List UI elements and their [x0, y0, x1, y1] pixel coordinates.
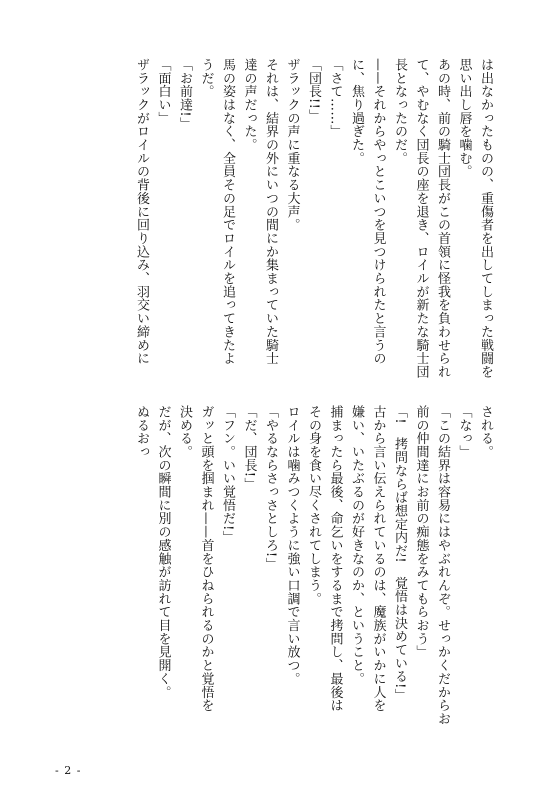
- text-line: だが、次の瞬間に別の感触が訪れて目を見開く。: [155, 405, 171, 699]
- text-line: 「さて……」: [327, 58, 343, 139]
- text-line: うだ。: [198, 58, 214, 99]
- text-line: 捕まったら最後、命乞いをするまで拷問し、最後は: [327, 405, 343, 713]
- text-line: される。: [478, 405, 493, 459]
- text-line: に、焦り過ぎた。: [349, 58, 364, 165]
- text-line: 「団長!!」: [306, 58, 321, 123]
- text-line: 「やるならさっさとしろ!」: [263, 405, 278, 571]
- text-column-bottom: [131, 405, 497, 735]
- text-line: その身を食い尽くされてしまう。: [306, 405, 321, 606]
- text-line: ぬるおっ: [134, 405, 149, 459]
- text-line: 「! 拷問ならば想定内だ! 覚悟は決めている!」: [392, 405, 407, 703]
- text-line: あの時、前の騎士団長がこの首領に怪我を負わせられ: [435, 58, 450, 379]
- text-line: 嫌い、いたぶるのが好きなのか、ということ。: [349, 405, 364, 686]
- text-line: ロイルは噛みつくように強い口調で言い放つ。: [284, 405, 300, 686]
- text-line: ガッと頭を掴まれ——首をひねられるのかと覚悟を: [198, 405, 214, 713]
- text-line: 決める。: [177, 405, 192, 459]
- page-number: - 2 -: [55, 764, 82, 777]
- text-line: 達の声だった。: [241, 58, 257, 152]
- text-line: 「面白い」: [155, 58, 171, 125]
- text-line: 「なっ」: [456, 405, 472, 459]
- text-line: 馬の姿はなく、全員その足でロイルを追ってきたよ: [220, 58, 235, 366]
- text-line: 「フン。いい覚悟だ!」: [220, 405, 235, 545]
- text-line: 古から言い伝えられているのは、魔族がいかに人を: [370, 405, 386, 713]
- text-line: それは、結界の外にいつの間にか集まっていた騎士: [263, 58, 278, 366]
- text-line: 前の仲間達にお前の痴態をみてもらおう」: [413, 405, 429, 659]
- text-column-top: [131, 58, 497, 388]
- text-line: ——それからやっとこいつを見つけられたと言うの: [370, 58, 386, 366]
- text-line: ザラックがロイルの背後に回り込み、羽交い締めに: [134, 58, 149, 366]
- text-line: 思い出し唇を噛む。: [456, 58, 472, 179]
- text-line: 「だ、団長!」: [241, 405, 257, 491]
- text-line: は出なかったものの、重傷者を出してしまった戦闘を: [478, 58, 493, 379]
- text-line: 「お前達!」: [177, 58, 192, 131]
- text-line: 「この結界は容易にはやぶれんぞ。せっかくだからお: [435, 405, 450, 726]
- text-line: 長となったのだ。: [392, 58, 407, 165]
- text-line: ザラックの声に重なる大声。: [284, 58, 300, 232]
- text-line: て、やむなく団長の座を退き、ロイルが新たな騎士団: [413, 58, 429, 379]
